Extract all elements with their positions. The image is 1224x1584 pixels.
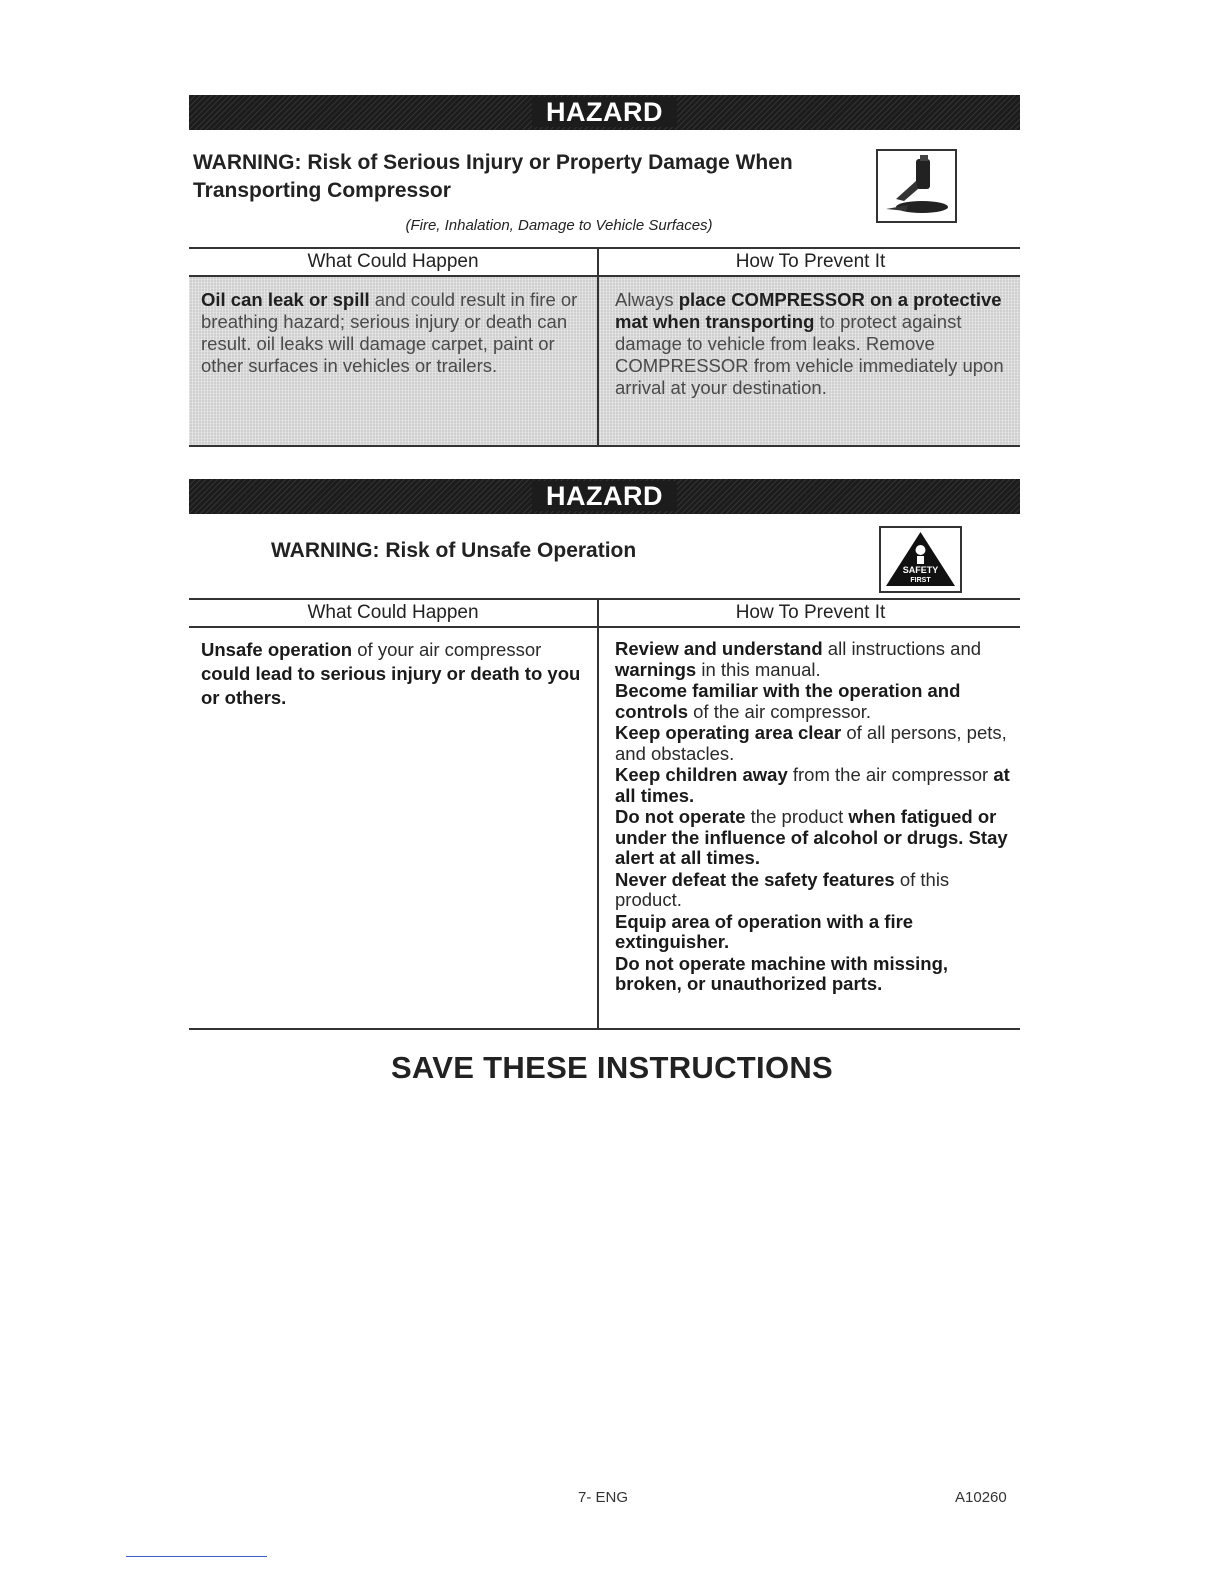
warning-title-unsafe: WARNING: Risk of Unsafe Operation [271, 539, 637, 562]
prevent-bold: place COMPRESSOR on a protective mat when transporting [615, 289, 1002, 332]
column-header-prevent: How To Prevent It [735, 602, 886, 623]
prevent-bold: at all times. [615, 764, 1010, 806]
prevent-text-2: to protect against damage to vehicle from leaks. Remove COMPRESSOR from vehicle immediately upon arrival at your destination. [615, 311, 1004, 398]
save-instructions-heading: SAVE THESE INSTRUCTIONS [390, 1050, 834, 1085]
prevent-bold: warnings [615, 658, 697, 680]
prevent-item-8 [615, 954, 1013, 995]
prevent-text: of the air compressor. [687, 700, 872, 722]
safety-first-icon [879, 526, 962, 593]
prevent-text: the product [745, 806, 849, 827]
prevent-bold: Keep operating area clear [615, 722, 842, 743]
prevent-bold: Become familiar with the operation and controls [615, 680, 961, 722]
prevent-item-6 [615, 870, 1013, 911]
prevent-item-1 [615, 639, 1013, 680]
hazard-subtitle: (Fire, Inhalation, Damage to Vehicle Surfaces) [405, 217, 713, 234]
happen-bold-1: Unsafe operation [201, 639, 353, 660]
table-bottom-rule [189, 1028, 1020, 1030]
prevent-bold: Review and understand [615, 638, 823, 659]
prevent-bold: Equip area of operation with a fire extinguisher. [615, 910, 914, 952]
prevent-item-3 [615, 723, 1013, 764]
column-header-happen: What Could Happen [307, 602, 479, 623]
column-header-prevent: How To Prevent It [735, 251, 886, 272]
happen-text: and could result in fire or breathing hazard; serious injury or death can result. oil leaks will damage carpet, paint or other surfaces in vehicles or trailers. [201, 289, 578, 376]
oil-spill-icon [876, 149, 957, 223]
prevent-text: all instructions and [822, 638, 982, 659]
prevent-text: from the air compressor [787, 764, 994, 785]
warning-title-line-2: Transporting Compressor [193, 179, 451, 202]
happen-bold: Oil can leak or spill [201, 289, 370, 310]
document-code: A10260 [955, 1489, 1007, 1506]
column-divider [597, 598, 599, 1030]
warning-title-line-1: WARNING: Risk of Serious Injury or Property Damage When [193, 151, 793, 174]
safety-icon-label-2: FIRST [910, 577, 931, 584]
safety-icon-label-1: SAFETY [902, 565, 939, 575]
prevent-item-5 [615, 807, 1013, 869]
prevent-item-2 [615, 681, 1013, 722]
happen-text: of your air compressor [352, 639, 542, 660]
prevent-list [615, 639, 1013, 996]
prevent-text: of this product. [615, 868, 950, 910]
table-header [189, 598, 1020, 628]
hazard-banner-1 [189, 95, 1020, 130]
prevent-bold: Keep children away [615, 764, 788, 785]
prevent-item-7 [615, 912, 1013, 953]
happen-bold-2: could lead to serious injury or death to you or others. [201, 663, 581, 708]
prevent-cell [615, 289, 1007, 399]
warning-title-transport [193, 149, 873, 205]
prevent-bold: when fatigued or under the influence of alcohol or drugs. Stay alert at all times. [615, 806, 1008, 868]
happen-cell [201, 289, 581, 377]
prevent-bold: Do not operate [615, 806, 746, 827]
prevent-bold: Never defeat the safety features [615, 868, 895, 890]
hazard-table-transport [189, 247, 1020, 447]
happen-cell [201, 638, 587, 710]
hazard-table-unsafe [189, 598, 1020, 1032]
prevent-item-4 [615, 765, 1013, 806]
column-divider [597, 247, 599, 445]
prevent-text-1: Always [615, 289, 679, 310]
page-number: 7- ENG [578, 1489, 629, 1506]
prevent-text: in this manual. [696, 658, 821, 680]
table-body-shaded [189, 277, 1020, 447]
prevent-bold: Do not operate machine with missing, broken, or unauthorized parts. [615, 952, 949, 994]
hazard-banner-label: HAZARD [532, 97, 677, 127]
column-header-happen: What Could Happen [307, 251, 479, 272]
hazard-banner-2 [189, 479, 1020, 514]
prevent-text: of all persons, pets, and obstacles. [615, 722, 1007, 764]
hazard-banner-label: HAZARD [532, 481, 677, 511]
link-underline [126, 1556, 267, 1557]
table-header [189, 247, 1020, 277]
